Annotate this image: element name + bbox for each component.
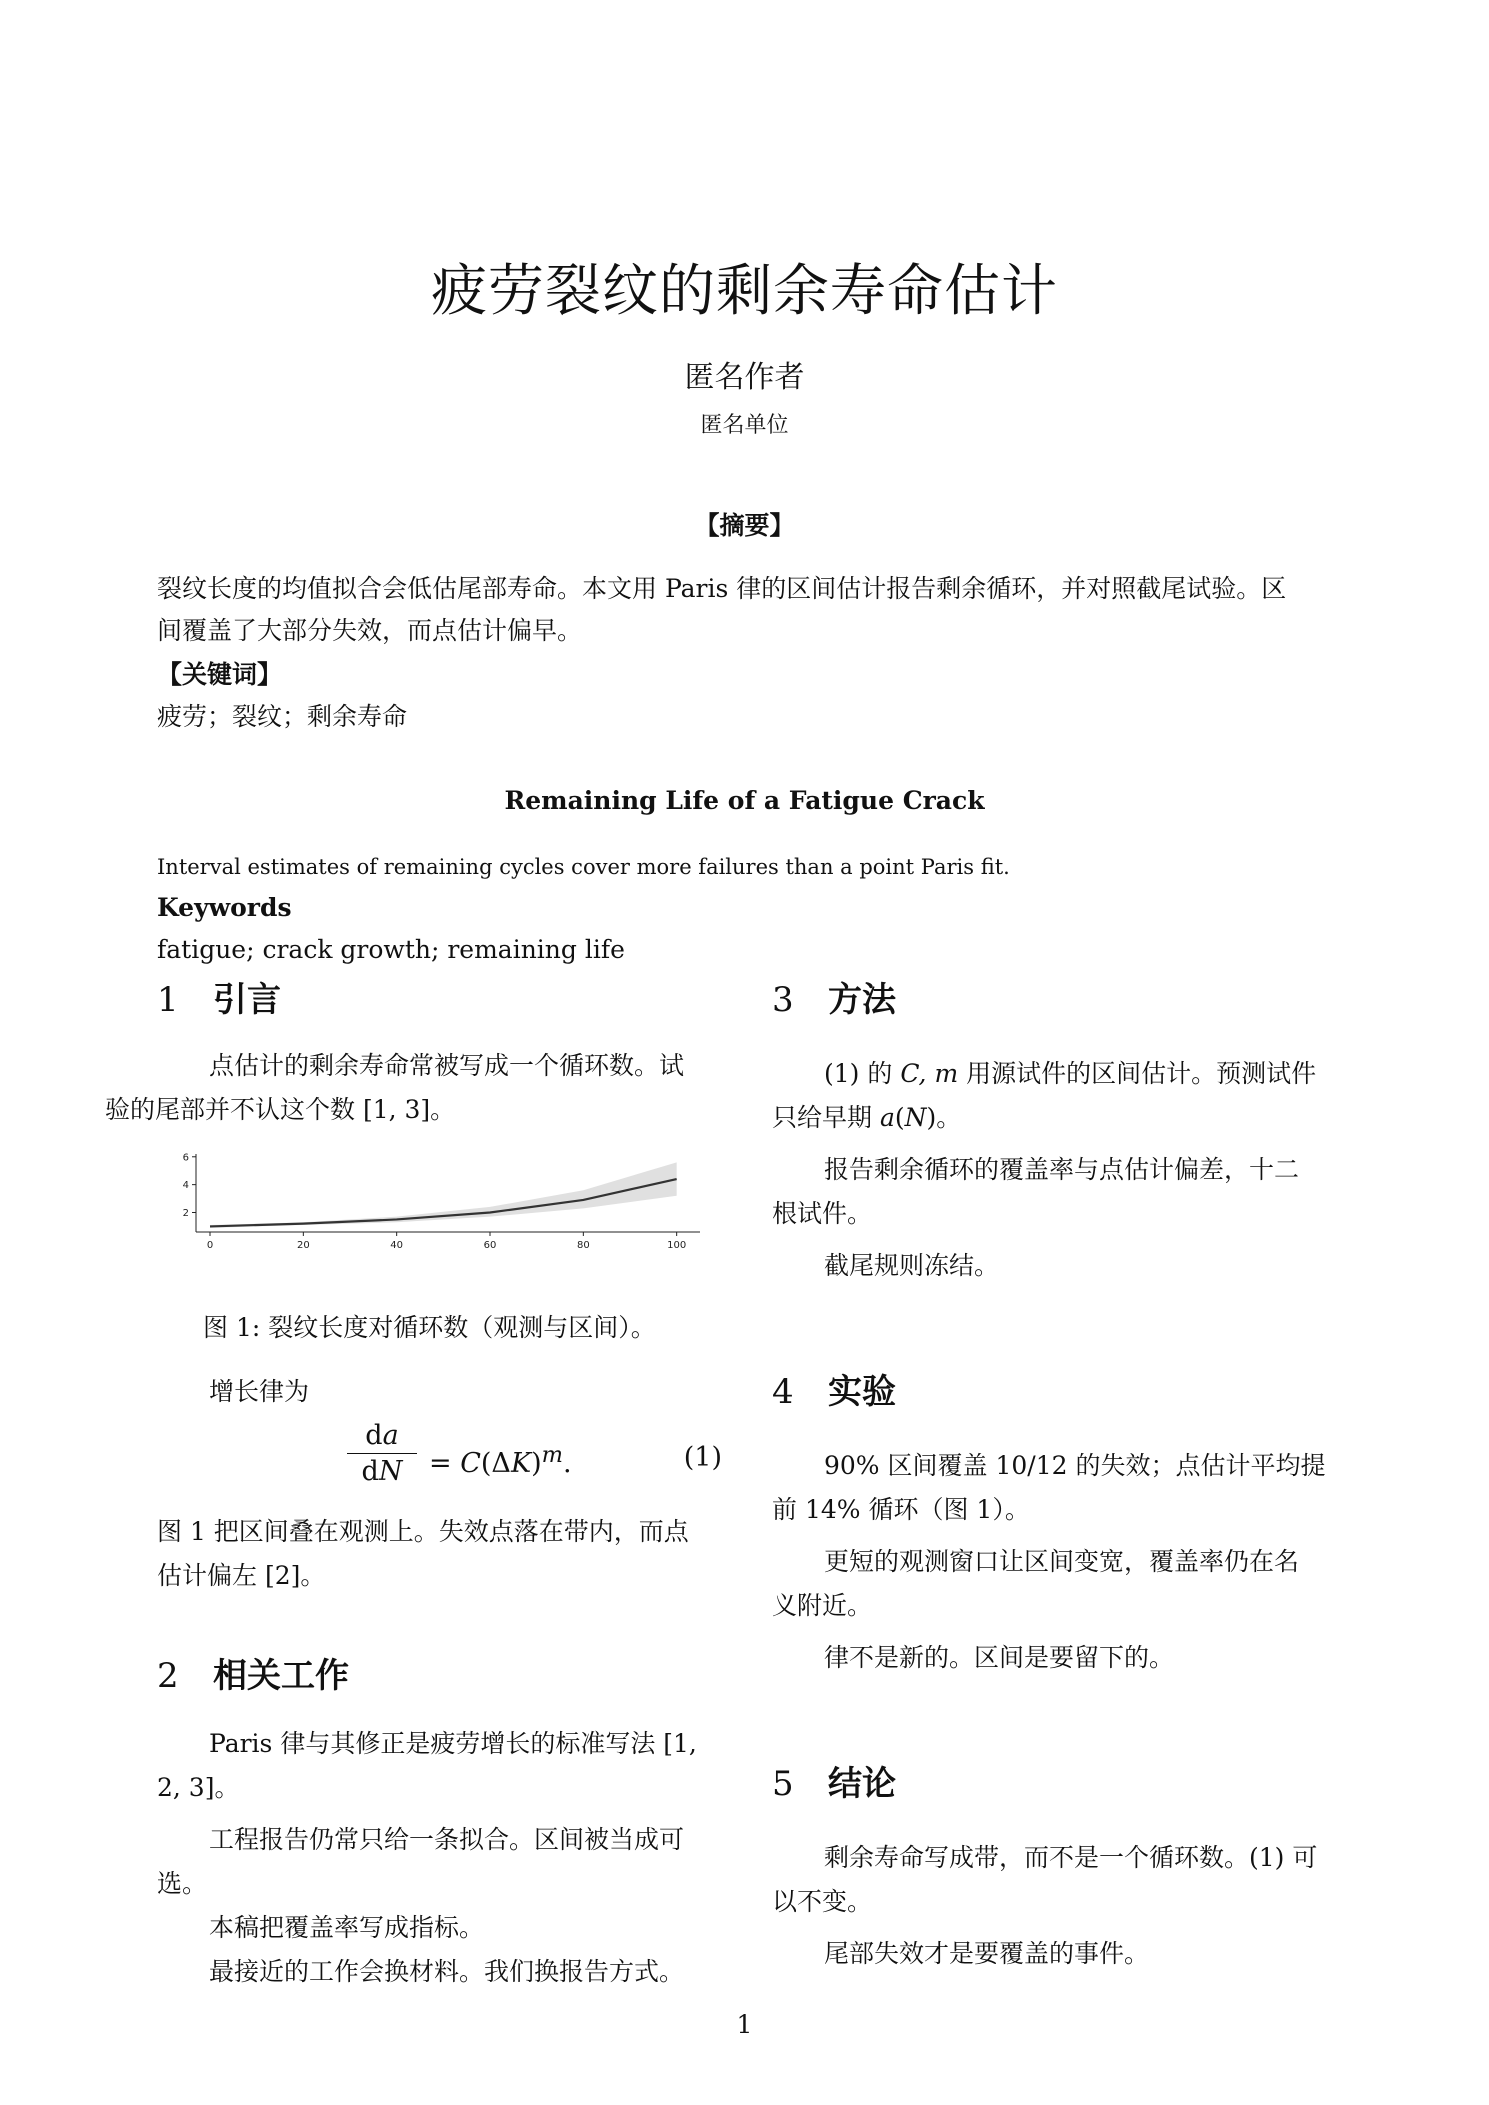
keywords: 疲劳；裂纹；剩余寿命 bbox=[157, 702, 408, 731]
section-heading-5 bbox=[772, 1756, 896, 1805]
paragraph: 报告剩余循环的覆盖率与点估计偏差，十二 bbox=[824, 1155, 1300, 1184]
paragraph-cont: 以不变。 bbox=[772, 1887, 873, 1916]
paragraph: (1) 的 C, m 用源试件的区间估计。预测试件 bbox=[824, 1059, 1317, 1088]
conclusion-body bbox=[772, 1836, 1337, 1984]
paragraph: 更短的观测窗口让区间变宽，覆盖率仍在名 bbox=[824, 1547, 1300, 1576]
paragraph: 增长律为 bbox=[209, 1377, 310, 1406]
text-fragment: (1) 的 bbox=[824, 1059, 901, 1088]
denominator: dN bbox=[361, 1456, 403, 1487]
text-line: Paris 律与其修正是疲劳增长的标准写法 [1, bbox=[209, 1729, 697, 1758]
x-tick-label: 100 bbox=[667, 1240, 687, 1251]
abstract-line: 裂纹长度的均值拟合会低估尾部寿命。本文用 Paris 律的区间估计报告剩余循环，并对照截尾试验。区 bbox=[157, 574, 1287, 603]
section-title: 相关工作 bbox=[213, 1656, 349, 1696]
x-tick-label: 60 bbox=[483, 1240, 497, 1251]
section-heading-4 bbox=[772, 1364, 896, 1413]
paper-title: 疲劳裂纹的剩余寿命估计 bbox=[431, 259, 1058, 324]
figure-1-caption: 图 1: 裂纹长度对循环数（观测与区间）。 bbox=[203, 1313, 656, 1342]
paragraph-cont: 2, 3]。 bbox=[157, 1773, 240, 1802]
section-heading-3 bbox=[772, 972, 896, 1021]
equation-1 bbox=[157, 1420, 722, 1510]
equation-number: (1) bbox=[683, 1442, 722, 1473]
paragraph: 最接近的工作会换材料。我们换报告方式。 bbox=[209, 1957, 685, 1986]
section-number: 1 bbox=[157, 980, 179, 1020]
paragraph: 截尾规则冻结。 bbox=[824, 1251, 1000, 1280]
text-line: 图 1 把区间叠在观测上。失效点落在带内，而点 bbox=[157, 1517, 689, 1546]
section-heading-1 bbox=[157, 972, 281, 1021]
section-title: 引言 bbox=[213, 980, 281, 1020]
numerator: da bbox=[347, 1420, 417, 1454]
paragraph-cont: 前 14% 循环（图 1）。 bbox=[772, 1495, 1030, 1524]
paragraph-cont: 只给早期 a(N)。 bbox=[772, 1103, 962, 1132]
x-tick-label: 80 bbox=[576, 1240, 590, 1251]
experiment-body bbox=[772, 1444, 1337, 1688]
paragraph: 律不是新的。区间是要留下的。 bbox=[824, 1643, 1175, 1672]
paragraph bbox=[157, 1510, 722, 1598]
english-keywords-heading: Keywords bbox=[157, 893, 292, 922]
section-number: 2 bbox=[157, 1656, 179, 1696]
section-title: 实验 bbox=[828, 1372, 896, 1412]
section-number: 5 bbox=[772, 1764, 794, 1804]
section-title: 方法 bbox=[828, 980, 896, 1020]
affiliation: 匿名单位 bbox=[700, 413, 789, 438]
intro-body-2 bbox=[157, 1510, 722, 1606]
y-tick-label: 2 bbox=[182, 1208, 189, 1219]
y-tick-label: 4 bbox=[182, 1180, 189, 1192]
x-tick-label: 0 bbox=[206, 1240, 214, 1251]
x-tick-label: 20 bbox=[296, 1240, 310, 1251]
author: 匿名作者 bbox=[684, 360, 805, 395]
equation-fraction bbox=[347, 1420, 417, 1487]
paragraph-cont: 根试件。 bbox=[772, 1199, 873, 1228]
paragraph bbox=[157, 1722, 722, 1766]
abstract-heading: 【摘要】 bbox=[694, 511, 795, 540]
abstract-text bbox=[157, 568, 1337, 652]
y-tick-label: 6 bbox=[182, 1152, 189, 1164]
page-number: 1 bbox=[736, 2010, 753, 2039]
paragraph: 90% 区间覆盖 10/12 的失效；点估计平均提 bbox=[824, 1451, 1326, 1480]
text-fragment: 。 bbox=[936, 1103, 962, 1132]
english-keywords: fatigue; crack growth; remaining life bbox=[157, 935, 625, 964]
paragraph: 剩余寿命写成带，而不是一个循环数。(1) 可 bbox=[824, 1843, 1318, 1872]
figure-1-chart bbox=[170, 1150, 710, 1260]
x-tick-label: 40 bbox=[390, 1240, 404, 1251]
text-line: 点估计的剩余寿命常被写成一个循环数。试 bbox=[209, 1051, 685, 1080]
text-fragment: 用源试件的区间估计。预测试件 bbox=[958, 1059, 1317, 1088]
english-title: Remaining Life of a Fatigue Crack bbox=[504, 786, 985, 815]
section-title: 结论 bbox=[828, 1764, 896, 1804]
section-number: 4 bbox=[772, 1372, 794, 1412]
keywords-heading: 【关键词】 bbox=[157, 660, 283, 689]
text-fragment: 只给早期 bbox=[772, 1103, 880, 1132]
paragraph: 工程报告仍常只给一条拟合。区间被当成可 bbox=[209, 1825, 685, 1854]
text-line: 估计偏左 [2]。 bbox=[157, 1561, 326, 1590]
intro-body bbox=[105, 1044, 722, 1140]
method-body bbox=[772, 1052, 1337, 1296]
paragraph: 本稿把覆盖率写成指标。 bbox=[209, 1913, 485, 1942]
paragraph-cont: 义附近。 bbox=[772, 1591, 873, 1620]
equation-rhs: = $C(\Delta K)^m$. bbox=[429, 1442, 572, 1479]
section-number: 3 bbox=[772, 980, 794, 1020]
abstract-line: 间覆盖了大部分失效，而点估计偏早。 bbox=[157, 616, 583, 645]
section-heading-2 bbox=[157, 1648, 349, 1697]
paragraph: 尾部失效才是要覆盖的事件。 bbox=[824, 1939, 1150, 1968]
paragraph bbox=[105, 1044, 722, 1132]
growth-law-intro bbox=[157, 1370, 722, 1422]
related-body bbox=[157, 1722, 722, 2002]
text-line: 验的尾部并不认这个数 [1, 3]。 bbox=[105, 1095, 456, 1124]
paragraph-cont: 选。 bbox=[157, 1869, 208, 1898]
english-abstract: Interval estimates of remaining cycles cover more failures than a point Paris fit. bbox=[157, 855, 1010, 879]
